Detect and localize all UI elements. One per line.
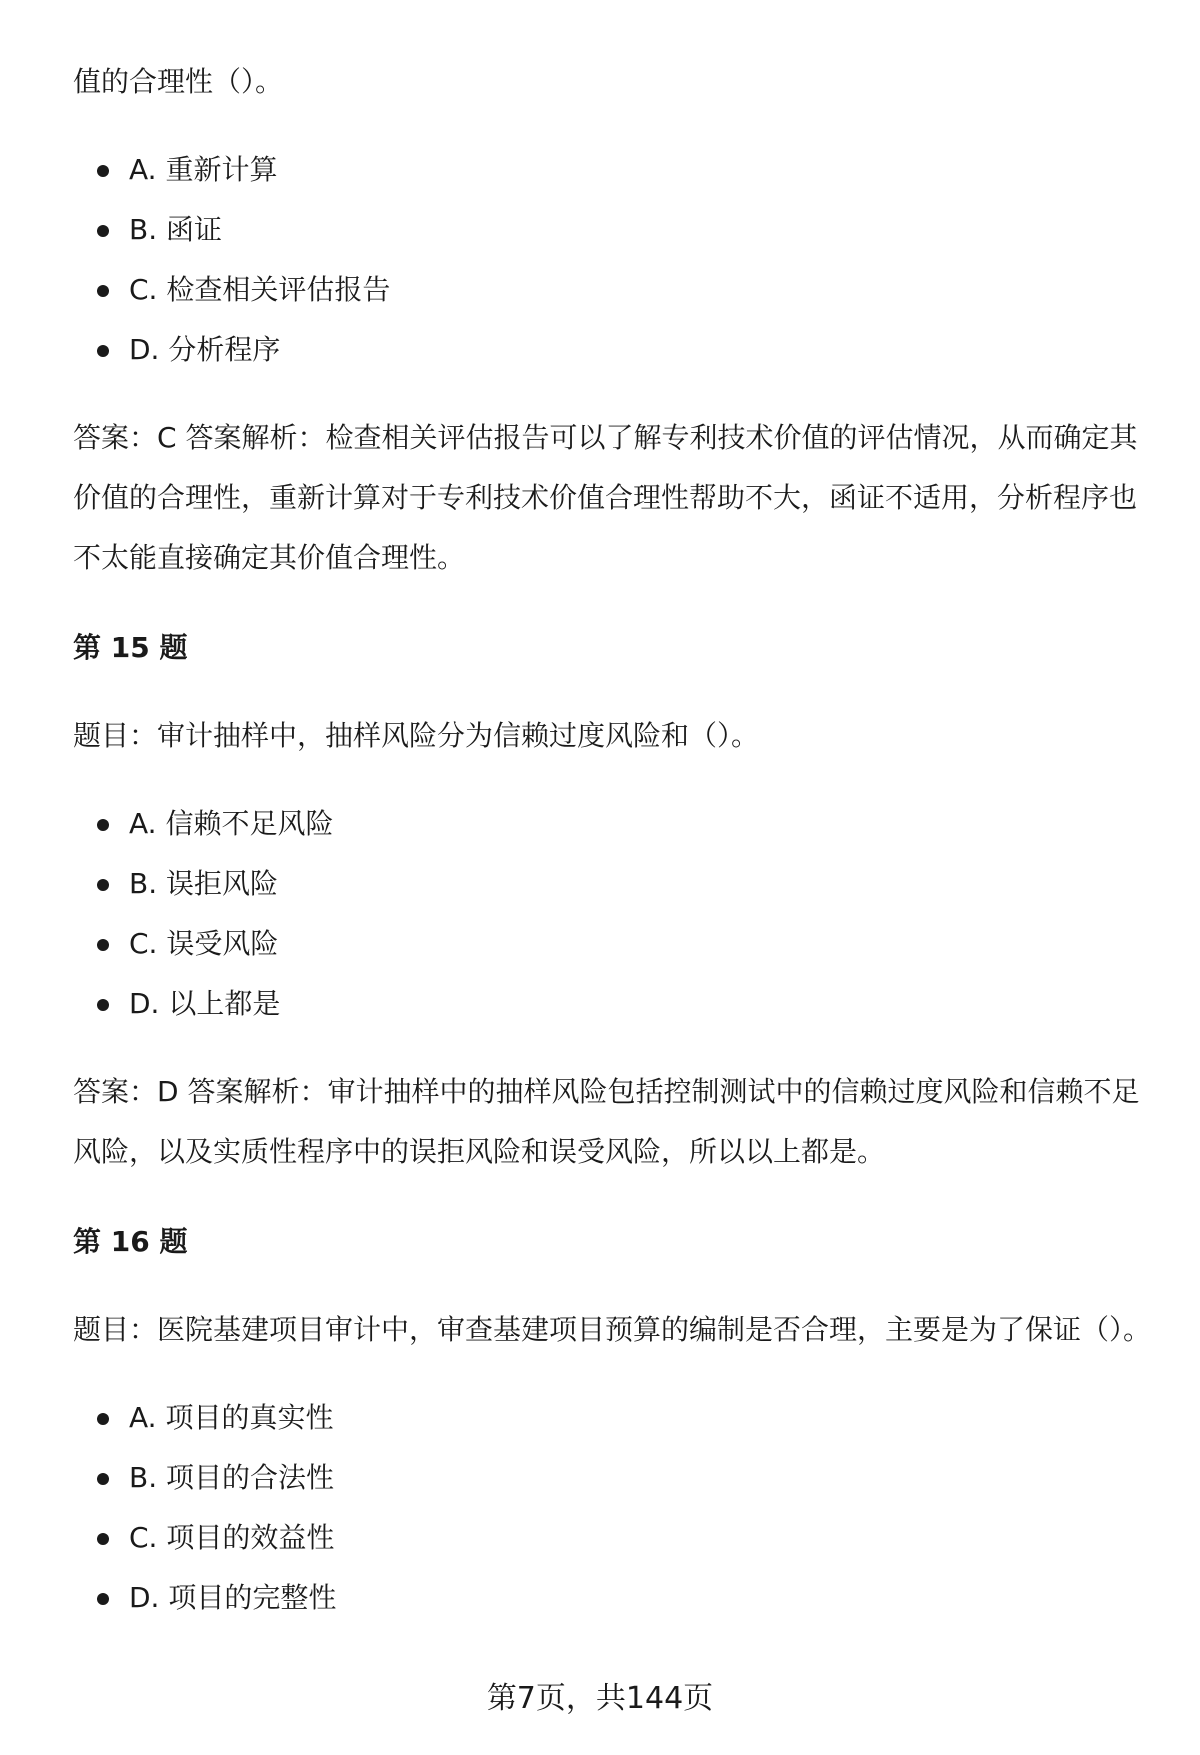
- q14-options: [73, 140, 1153, 380]
- bullet-icon: [97, 165, 109, 177]
- q14-answer: 答案：C 答案解析：检查相关评估报告可以了解专利技术价值的评估情况，从而确定其价值的合理性，重新计算对于专利技术价值合理性帮助不大，函证不适用，分析程序也不太能直接确定其价值合理性。: [73, 421, 1138, 574]
- q16-stem: 题目：医院基建项目审计中，审查基建项目预算的编制是否合理，主要是为了保证（）。: [73, 1313, 1152, 1346]
- q15-option-d: D. 以上都是: [73, 974, 1153, 1034]
- q15-option-b: B. 误拒风险: [73, 854, 1153, 914]
- q16-options: [73, 1388, 1153, 1628]
- bullet-icon: [97, 285, 109, 297]
- page-number-footer: 第7页，共144页: [486, 1681, 714, 1716]
- bullet-icon: [97, 879, 109, 891]
- bullet-icon: [97, 939, 109, 951]
- q16-option-c: C. 项目的效益性: [73, 1508, 1153, 1568]
- q15-options: [73, 794, 1153, 1034]
- q15-heading: 第 15 题: [73, 631, 188, 664]
- q16-option-d: D. 项目的完整性: [73, 1568, 1153, 1628]
- bullet-icon: [97, 1413, 109, 1425]
- q15-option-c: C. 误受风险: [73, 914, 1153, 974]
- bullet-icon: [97, 345, 109, 357]
- bullet-icon: [97, 1533, 109, 1545]
- q14-option-b: B. 函证: [73, 200, 1153, 260]
- q14-stem-tail: 值的合理性（）。: [73, 65, 284, 98]
- q15-answer: 答案：D 答案解析：审计抽样中的抽样风险包括控制测试中的信赖过度风险和信赖不足风险，以及实质性程序中的误拒风险和误受风险，所以以上都是。: [73, 1075, 1140, 1168]
- q15-option-a: A. 信赖不足风险: [73, 794, 1153, 854]
- q16-option-a: A. 项目的真实性: [73, 1388, 1153, 1448]
- bullet-icon: [97, 1593, 109, 1605]
- q14-option-a: A. 重新计算: [73, 140, 1153, 200]
- bullet-icon: [97, 1473, 109, 1485]
- bullet-icon: [97, 225, 109, 237]
- q15-stem: 题目：审计抽样中，抽样风险分为信赖过度风险和（）。: [73, 719, 760, 752]
- q16-heading: 第 16 题: [73, 1225, 188, 1258]
- q14-option-d: D. 分析程序: [73, 320, 1153, 380]
- page-content: [73, 52, 1153, 1628]
- q16-option-b: B. 项目的合法性: [73, 1448, 1153, 1508]
- bullet-icon: [97, 819, 109, 831]
- bullet-icon: [97, 999, 109, 1011]
- q14-option-c: C. 检查相关评估报告: [73, 260, 1153, 320]
